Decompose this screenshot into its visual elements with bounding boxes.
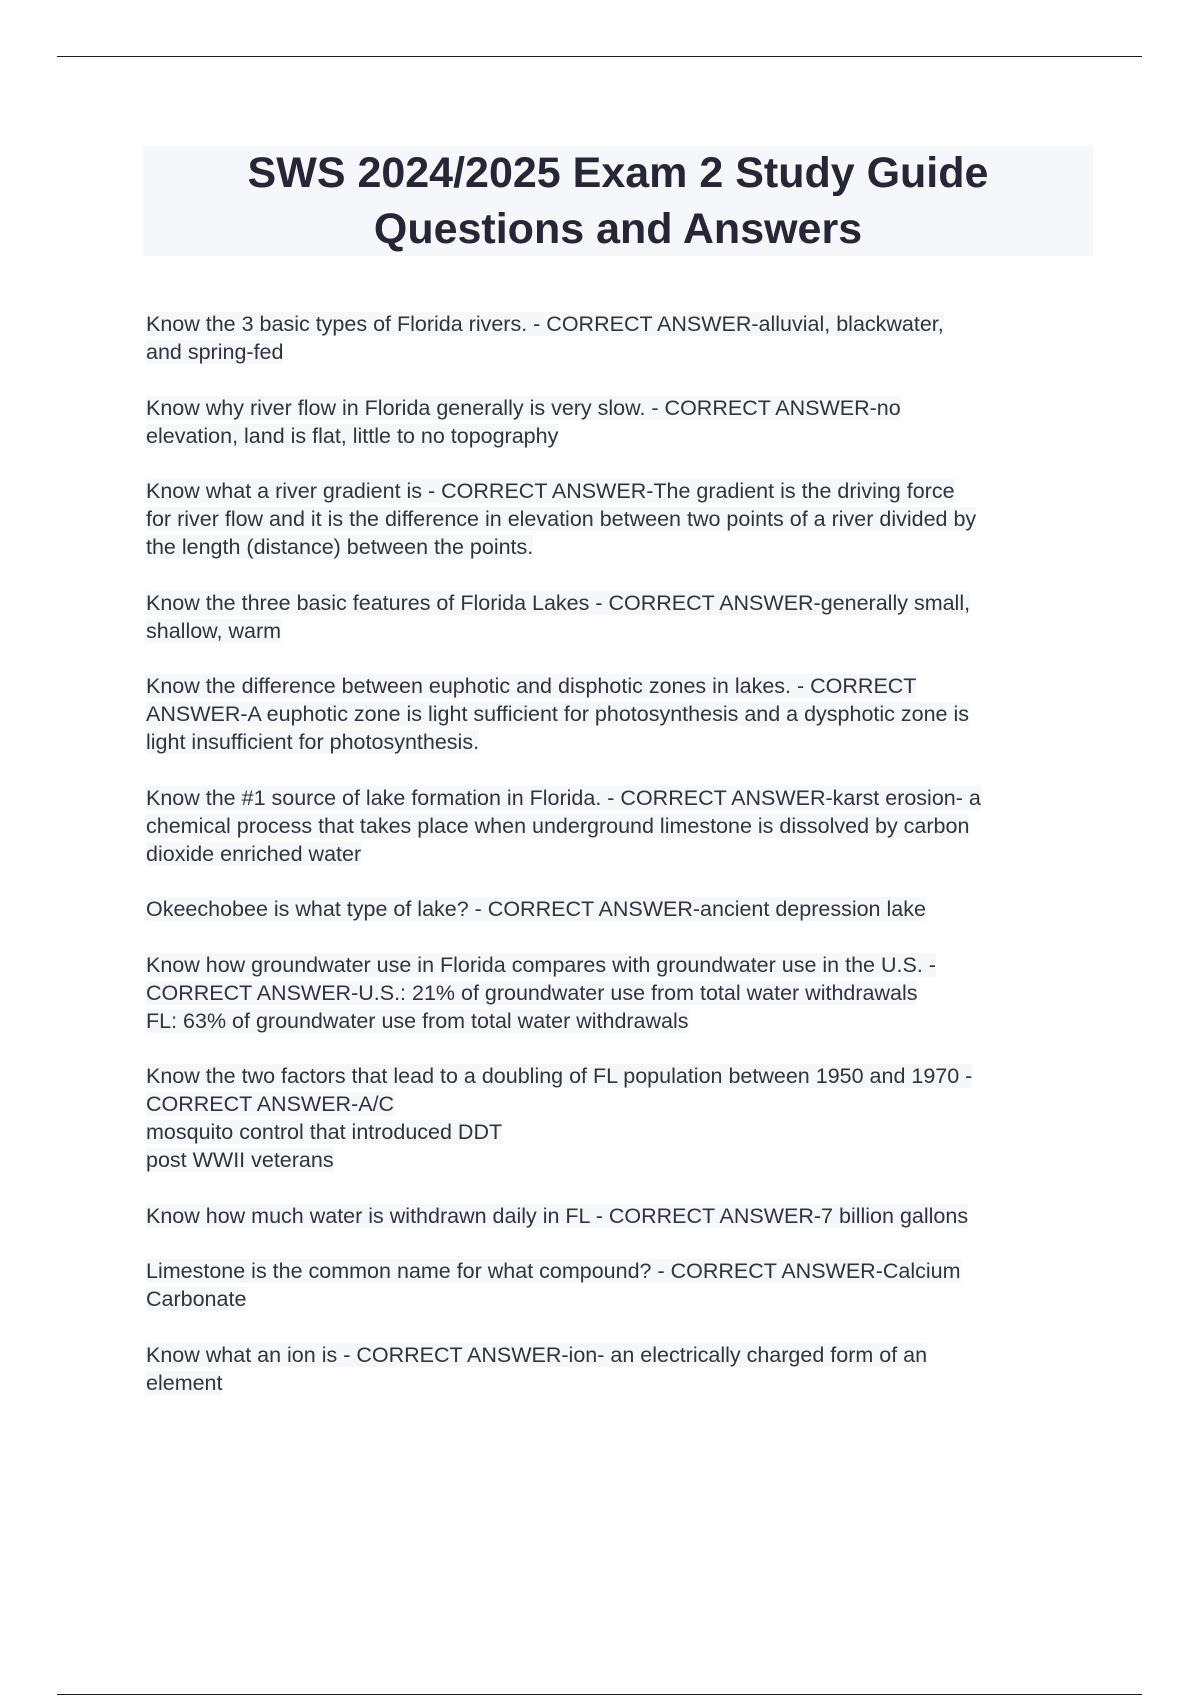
qa-text: dioxide enriched water <box>146 841 362 866</box>
qa-text: CORRECT ANSWER-A/C <box>146 1092 395 1116</box>
qa-line <box>146 394 1096 422</box>
qa-text: ANSWER-A euphotic zone is light sufficient for photosynthesis and a dysphotic zone is <box>146 702 970 726</box>
qa-item <box>146 784 1096 868</box>
qa-item <box>146 1341 1096 1397</box>
qa-item <box>146 394 1096 450</box>
qa-text: shallow, warm <box>146 618 282 643</box>
qa-line <box>146 728 1096 756</box>
qa-item <box>146 477 1096 561</box>
qa-line <box>146 951 1096 979</box>
qa-text: Know what a river gradient is - CORRECT ANSWER-The gradient is the driving force <box>146 479 955 503</box>
qa-line <box>146 589 1096 617</box>
qa-text: the length (distance) between the points. <box>146 535 534 559</box>
qa-line <box>146 1146 1096 1174</box>
qa-text: Know the 3 basic types of Florida rivers. - CORRECT ANSWER-alluvial, blackwater, <box>146 312 944 336</box>
qa-line <box>146 812 1096 840</box>
qa-line <box>146 784 1096 812</box>
qa-line <box>146 979 1096 1007</box>
qa-line <box>146 1007 1096 1035</box>
qa-text: Know what an ion is - CORRECT ANSWER-ion- an electrically charged form of an <box>146 1342 928 1367</box>
document-title <box>143 146 1093 256</box>
qa-line <box>146 672 1096 700</box>
qa-line <box>146 840 1096 868</box>
qa-text: FL: 63% of groundwater use from total water withdrawals <box>146 1008 689 1033</box>
qa-text: Know the two factors that lead to a doubling of FL population between 1950 and 1970 - <box>146 1064 973 1088</box>
qa-item <box>146 310 1096 366</box>
qa-line <box>146 1090 1096 1118</box>
qa-line <box>146 477 1096 505</box>
qa-text: Limestone is the common name for what compound? - CORRECT ANSWER-Calcium <box>146 1259 961 1283</box>
qa-line <box>146 617 1096 645</box>
qa-line <box>146 533 1096 561</box>
qa-text: Okeechobee is what type of lake? - CORRECT ANSWER-ancient depression lake <box>146 897 926 921</box>
qa-text: Carbonate <box>146 1287 247 1311</box>
qa-item <box>146 672 1096 756</box>
qa-line <box>146 422 1096 450</box>
top-divider <box>57 56 1142 57</box>
qa-text: light insufficient for photosynthesis. <box>146 730 480 754</box>
bottom-divider <box>57 1694 1142 1695</box>
qa-text: and spring-fed <box>146 340 284 364</box>
qa-text: CORRECT ANSWER-U.S.: 21% of groundwater use from total water withdrawals <box>146 980 918 1005</box>
qa-item <box>146 589 1096 645</box>
qa-text: Know why river flow in Florida generally is very slow. - CORRECT ANSWER-no <box>146 395 901 420</box>
qa-text: mosquito control that introduced DDT <box>146 1120 503 1144</box>
qa-item <box>146 1202 1096 1230</box>
qa-line <box>146 1257 1096 1285</box>
qa-line <box>146 1118 1096 1146</box>
qa-line <box>146 1285 1096 1313</box>
qa-item <box>146 1062 1096 1174</box>
qa-line <box>146 338 1096 366</box>
qa-text: elevation, land is flat, little to no topography <box>146 423 559 448</box>
qa-text: Know how groundwater use in Florida compares with groundwater use in the U.S. - <box>146 952 936 977</box>
qa-text: Know how much water is withdrawn daily in FL - CORRECT ANSWER-7 billion gallons <box>146 1203 969 1228</box>
qa-text: Know the #1 source of lake formation in Florida. - CORRECT ANSWER-karst erosion- a <box>146 785 981 810</box>
qa-text: for river flow and it is the difference in elevation between two points of a river divided by <box>146 507 977 531</box>
qa-line <box>146 310 1096 338</box>
qa-line <box>146 1341 1096 1369</box>
qa-text: post WWII veterans <box>146 1148 334 1172</box>
qa-line <box>146 1202 1096 1230</box>
qa-line <box>146 1062 1096 1090</box>
qa-item <box>146 1257 1096 1313</box>
qa-text: chemical process that takes place when underground limestone is dissolved by carbon <box>146 813 970 838</box>
qa-list <box>146 310 1096 1424</box>
qa-item <box>146 951 1096 1035</box>
qa-line <box>146 895 1096 923</box>
qa-text: element <box>146 1370 223 1395</box>
title-line-1: SWS 2024/2025 Exam 2 Study Guide <box>247 149 989 197</box>
qa-line <box>146 505 1096 533</box>
qa-line <box>146 700 1096 728</box>
title-line-2: Questions and Answers <box>373 205 863 253</box>
qa-text: Know the three basic features of Florida Lakes - CORRECT ANSWER-generally small, <box>146 590 971 615</box>
qa-item <box>146 895 1096 923</box>
qa-text: Know the difference between euphotic and disphotic zones in lakes. - CORRECT <box>146 674 917 698</box>
qa-line <box>146 1369 1096 1397</box>
